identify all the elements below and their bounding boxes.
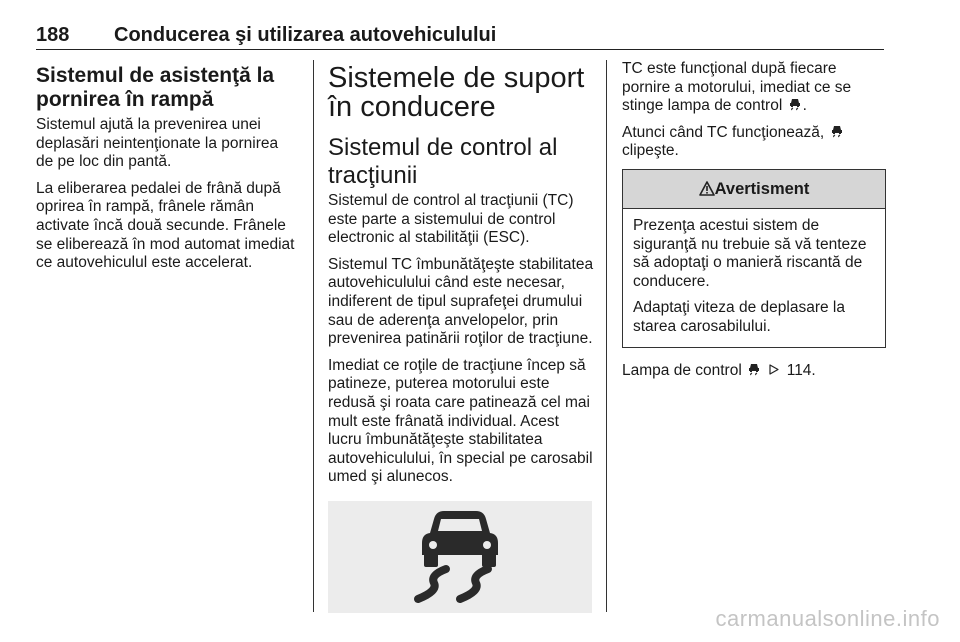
paragraph: La eliberarea pedalei de frână după oprirea în rampă, frânele rămân activate încă două secunde. Frânele se eliberează în mod automat imediat ce autovehiculul este accelerat. — [36, 179, 295, 272]
paragraph: Sistemul ajută la prevenirea unei deplasări neintenţionate la pornirea de pe loc din pantă. — [36, 116, 279, 171]
column-3 — [622, 60, 886, 388]
traction-control-lamp-icon — [789, 98, 801, 111]
column-divider-2 — [606, 60, 607, 612]
traction-control-lamp-icon — [748, 363, 760, 376]
tc-active-text: TC este funcţional după fiecare pornire a motorului, imediat ce se stinge lampa de control — [622, 60, 852, 115]
traction-control-heading: Sistemul de control al tracţiunii — [328, 134, 558, 189]
paragraph: Imediat ce roţile de tracţiune încep să patineze, puterea motorului este redusă şi roata care patinează cel mai mult este frânată individual. Acest lucru îmbunătăţeşte stabilitatea autovehiculului, în special pe carosabil umed şi alunecos. — [328, 356, 593, 486]
column-divider-1 — [313, 60, 314, 612]
warning-title: Avertisment — [714, 179, 810, 198]
ref-text: Lampa de control — [622, 361, 742, 379]
page-header — [36, 24, 884, 50]
warning-triangle-icon — [699, 181, 715, 196]
paragraph: TC este funcţional după fiecare pornire a motorului, imediat ce se stinge lampa de control . — [622, 60, 852, 115]
paragraph — [622, 124, 886, 161]
watermark: carmanualsonline.info — [715, 606, 940, 631]
page-reference-arrow-icon[interactable] — [768, 363, 780, 376]
traction-control-illustration — [328, 501, 592, 613]
column-1 — [36, 60, 298, 281]
hill-start-assist-heading: Sistemul de asistenţă la pornirea în rampă — [36, 64, 275, 111]
flashes-text: clipeşte. — [622, 142, 679, 160]
warning-box — [622, 169, 886, 348]
paragraph: Sistemul de control al tracţiunii (TC) este parte a sistemului de control electronic al stabilităţii (ESC). — [328, 192, 574, 247]
traction-control-skid-icon — [410, 509, 510, 605]
warning-paragraph: Prezenţa acestui sistem de siguranţă nu trebuie să vă tenteze să adoptaţi o manieră riscantă de conducere. — [633, 216, 867, 290]
column-2 — [328, 60, 594, 613]
driving-support-heading: Sistemele de suport în conducere — [328, 62, 585, 123]
cross-reference — [622, 362, 886, 381]
warning-paragraph: Adaptaţi viteza de deplasare la starea carosabilului. — [633, 299, 845, 335]
page-number: 188 — [36, 24, 70, 46]
ref-page-link[interactable]: 114. — [786, 361, 816, 379]
traction-control-lamp-icon — [831, 125, 843, 138]
warning-header — [623, 170, 885, 209]
tc-working-text: Atunci când TC funcţionează, — [622, 123, 825, 141]
paragraph: Sistemul TC îmbunătăţeşte stabilitatea autovehiculului când este necesar, indiferent de tipul suprafeţei drumului sau de aderenţa anvelopelor, prin prevenirea patinării roţilor de tracţiune. — [328, 255, 594, 348]
warning-body — [623, 209, 885, 347]
chapter-title: Conducerea şi utilizarea autovehiculului — [114, 24, 497, 46]
